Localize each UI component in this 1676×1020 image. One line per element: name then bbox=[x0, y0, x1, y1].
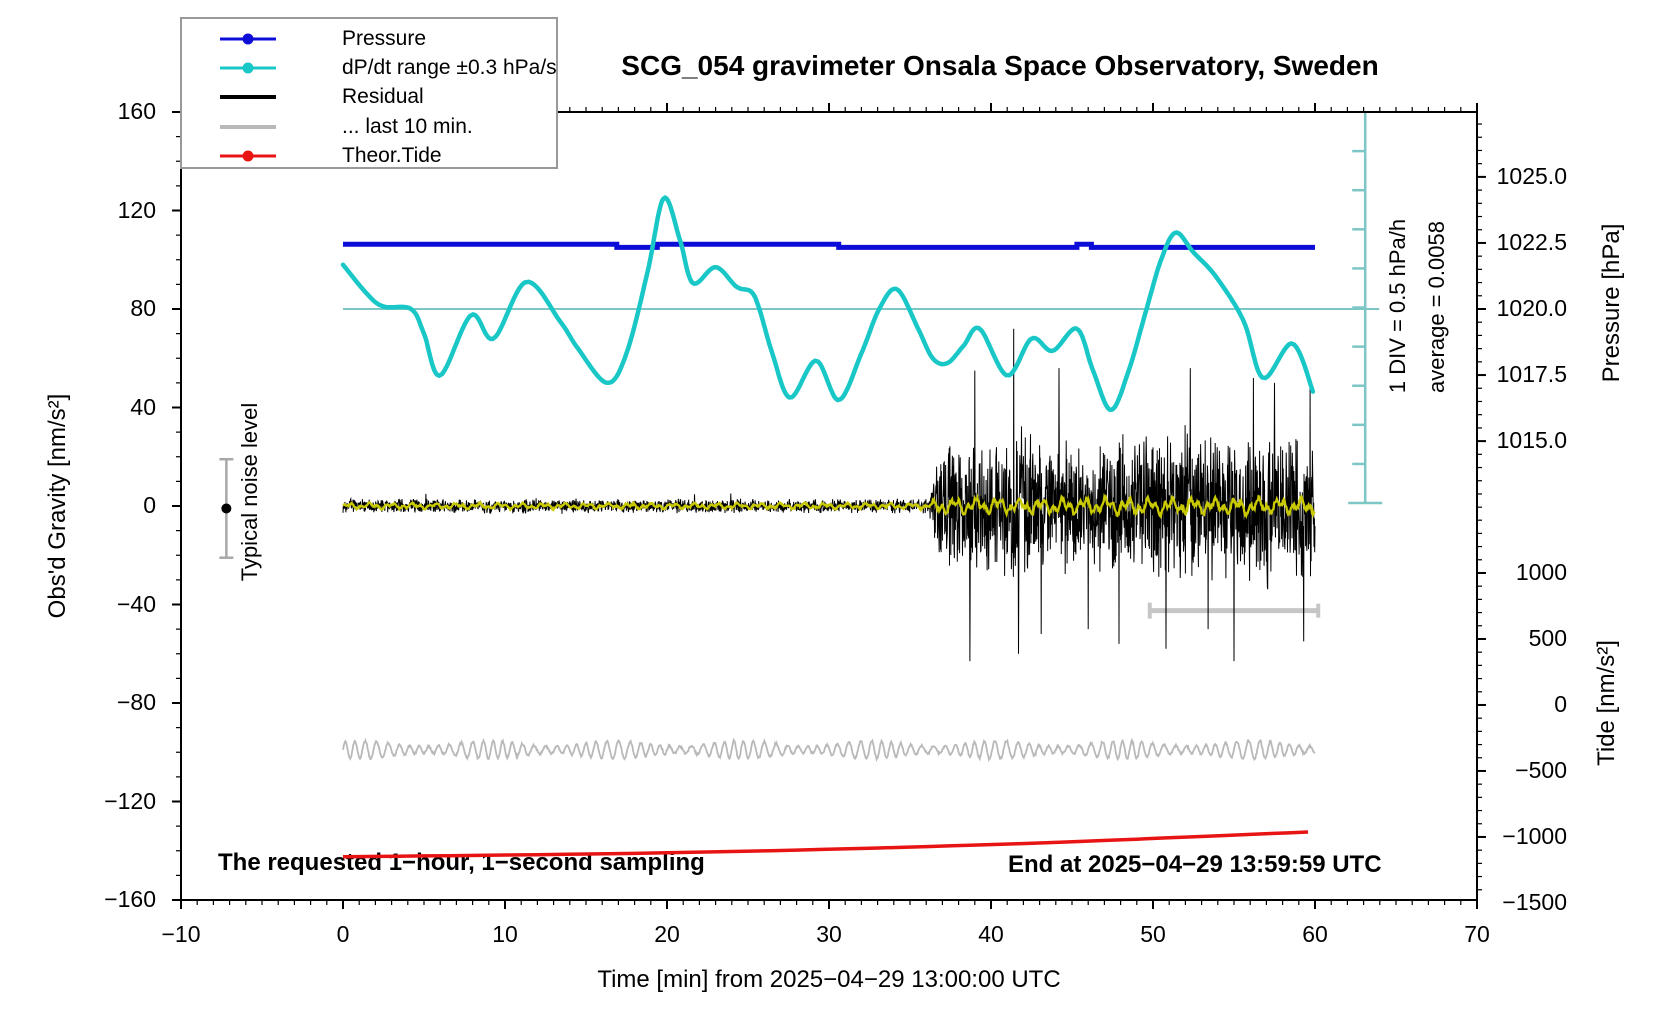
average-note: average = 0.0058 bbox=[1424, 221, 1449, 393]
legend bbox=[180, 17, 558, 169]
tide-axis-title: Tide [nm/s²] bbox=[1593, 640, 1620, 766]
legend-sample-3 bbox=[218, 86, 318, 108]
legend-item bbox=[182, 53, 556, 82]
legend-label: Residual bbox=[342, 85, 424, 109]
legend-label: dP/dt range ±0.3 hPa/s bbox=[342, 56, 557, 80]
x-tick-label: 60 bbox=[1302, 921, 1328, 947]
pressure-tick-label: 1025.0 bbox=[1496, 162, 1567, 189]
legend-label: Pressure bbox=[342, 26, 427, 50]
gravity-tick-label: −120 bbox=[104, 787, 156, 814]
div-scale-note: 1 DIV = 0.5 hPa/h bbox=[1385, 218, 1410, 394]
pressure-tick-label: 1015.0 bbox=[1496, 427, 1567, 454]
noise-level-label: Typical noise level bbox=[237, 402, 262, 582]
gravity-tick-label: −80 bbox=[116, 689, 156, 715]
legend-sample-4 bbox=[218, 116, 318, 138]
pressure-axis-title: Pressure [hPa] bbox=[1598, 223, 1625, 383]
gravity-tick-label: −160 bbox=[104, 886, 156, 912]
legend-item bbox=[182, 142, 556, 171]
tide-tick-label: −1500 bbox=[1502, 888, 1567, 915]
tide-tick-label: −500 bbox=[1515, 756, 1567, 783]
gravity-tick-label: 0 bbox=[143, 492, 156, 518]
x-tick-label: 10 bbox=[492, 921, 518, 947]
x-tick-label: 0 bbox=[336, 921, 350, 947]
legend-sample-2 bbox=[218, 57, 318, 79]
x-tick-label: 50 bbox=[1140, 921, 1166, 947]
legend-label: Theor.Tide bbox=[342, 144, 442, 168]
pressure-tick-label: 1022.5 bbox=[1496, 228, 1567, 255]
tide-tick-label: −1000 bbox=[1502, 822, 1567, 849]
legend-item bbox=[182, 24, 556, 53]
x-tick-label: −10 bbox=[161, 921, 201, 947]
legend-label: ... last 10 min. bbox=[342, 114, 473, 138]
annotation-sampling: The requested 1−hour, 1−second sampling bbox=[218, 849, 705, 876]
legend-sample-1 bbox=[218, 28, 318, 50]
legend-item bbox=[182, 112, 556, 141]
gravity-tick-label: 160 bbox=[117, 98, 156, 124]
tide-tick-label: 0 bbox=[1554, 690, 1567, 717]
gravity-tick-label: 40 bbox=[130, 393, 156, 420]
gravity-tick-label: 80 bbox=[130, 295, 156, 321]
tide-tick-label: 500 bbox=[1528, 624, 1567, 651]
x-tick-label: 30 bbox=[816, 921, 842, 947]
chart-title: SCG_054 gravimeter Onsala Space Observatory, Sweden bbox=[621, 50, 1379, 81]
pressure-tick-label: 1020.0 bbox=[1496, 295, 1567, 321]
x-tick-label: 20 bbox=[654, 921, 680, 947]
pressure-tick-label: 1017.5 bbox=[1496, 361, 1567, 388]
annotation-end-time: End at 2025−04−29 13:59:59 UTC bbox=[1008, 851, 1382, 878]
gravity-axis-title: Obs'd Gravity [nm/s²] bbox=[44, 393, 71, 619]
x-axis-title: Time [min] from 2025−04−29 13:00:00 UTC bbox=[597, 966, 1061, 993]
x-tick-label: 40 bbox=[978, 921, 1004, 947]
tide-tick-label: 1000 bbox=[1515, 558, 1567, 585]
x-tick-label: 70 bbox=[1464, 921, 1490, 947]
legend-item bbox=[182, 83, 556, 112]
gravity-tick-label: −40 bbox=[116, 590, 156, 617]
gravity-tick-label: 120 bbox=[117, 196, 156, 223]
legend-sample-5 bbox=[218, 145, 318, 167]
